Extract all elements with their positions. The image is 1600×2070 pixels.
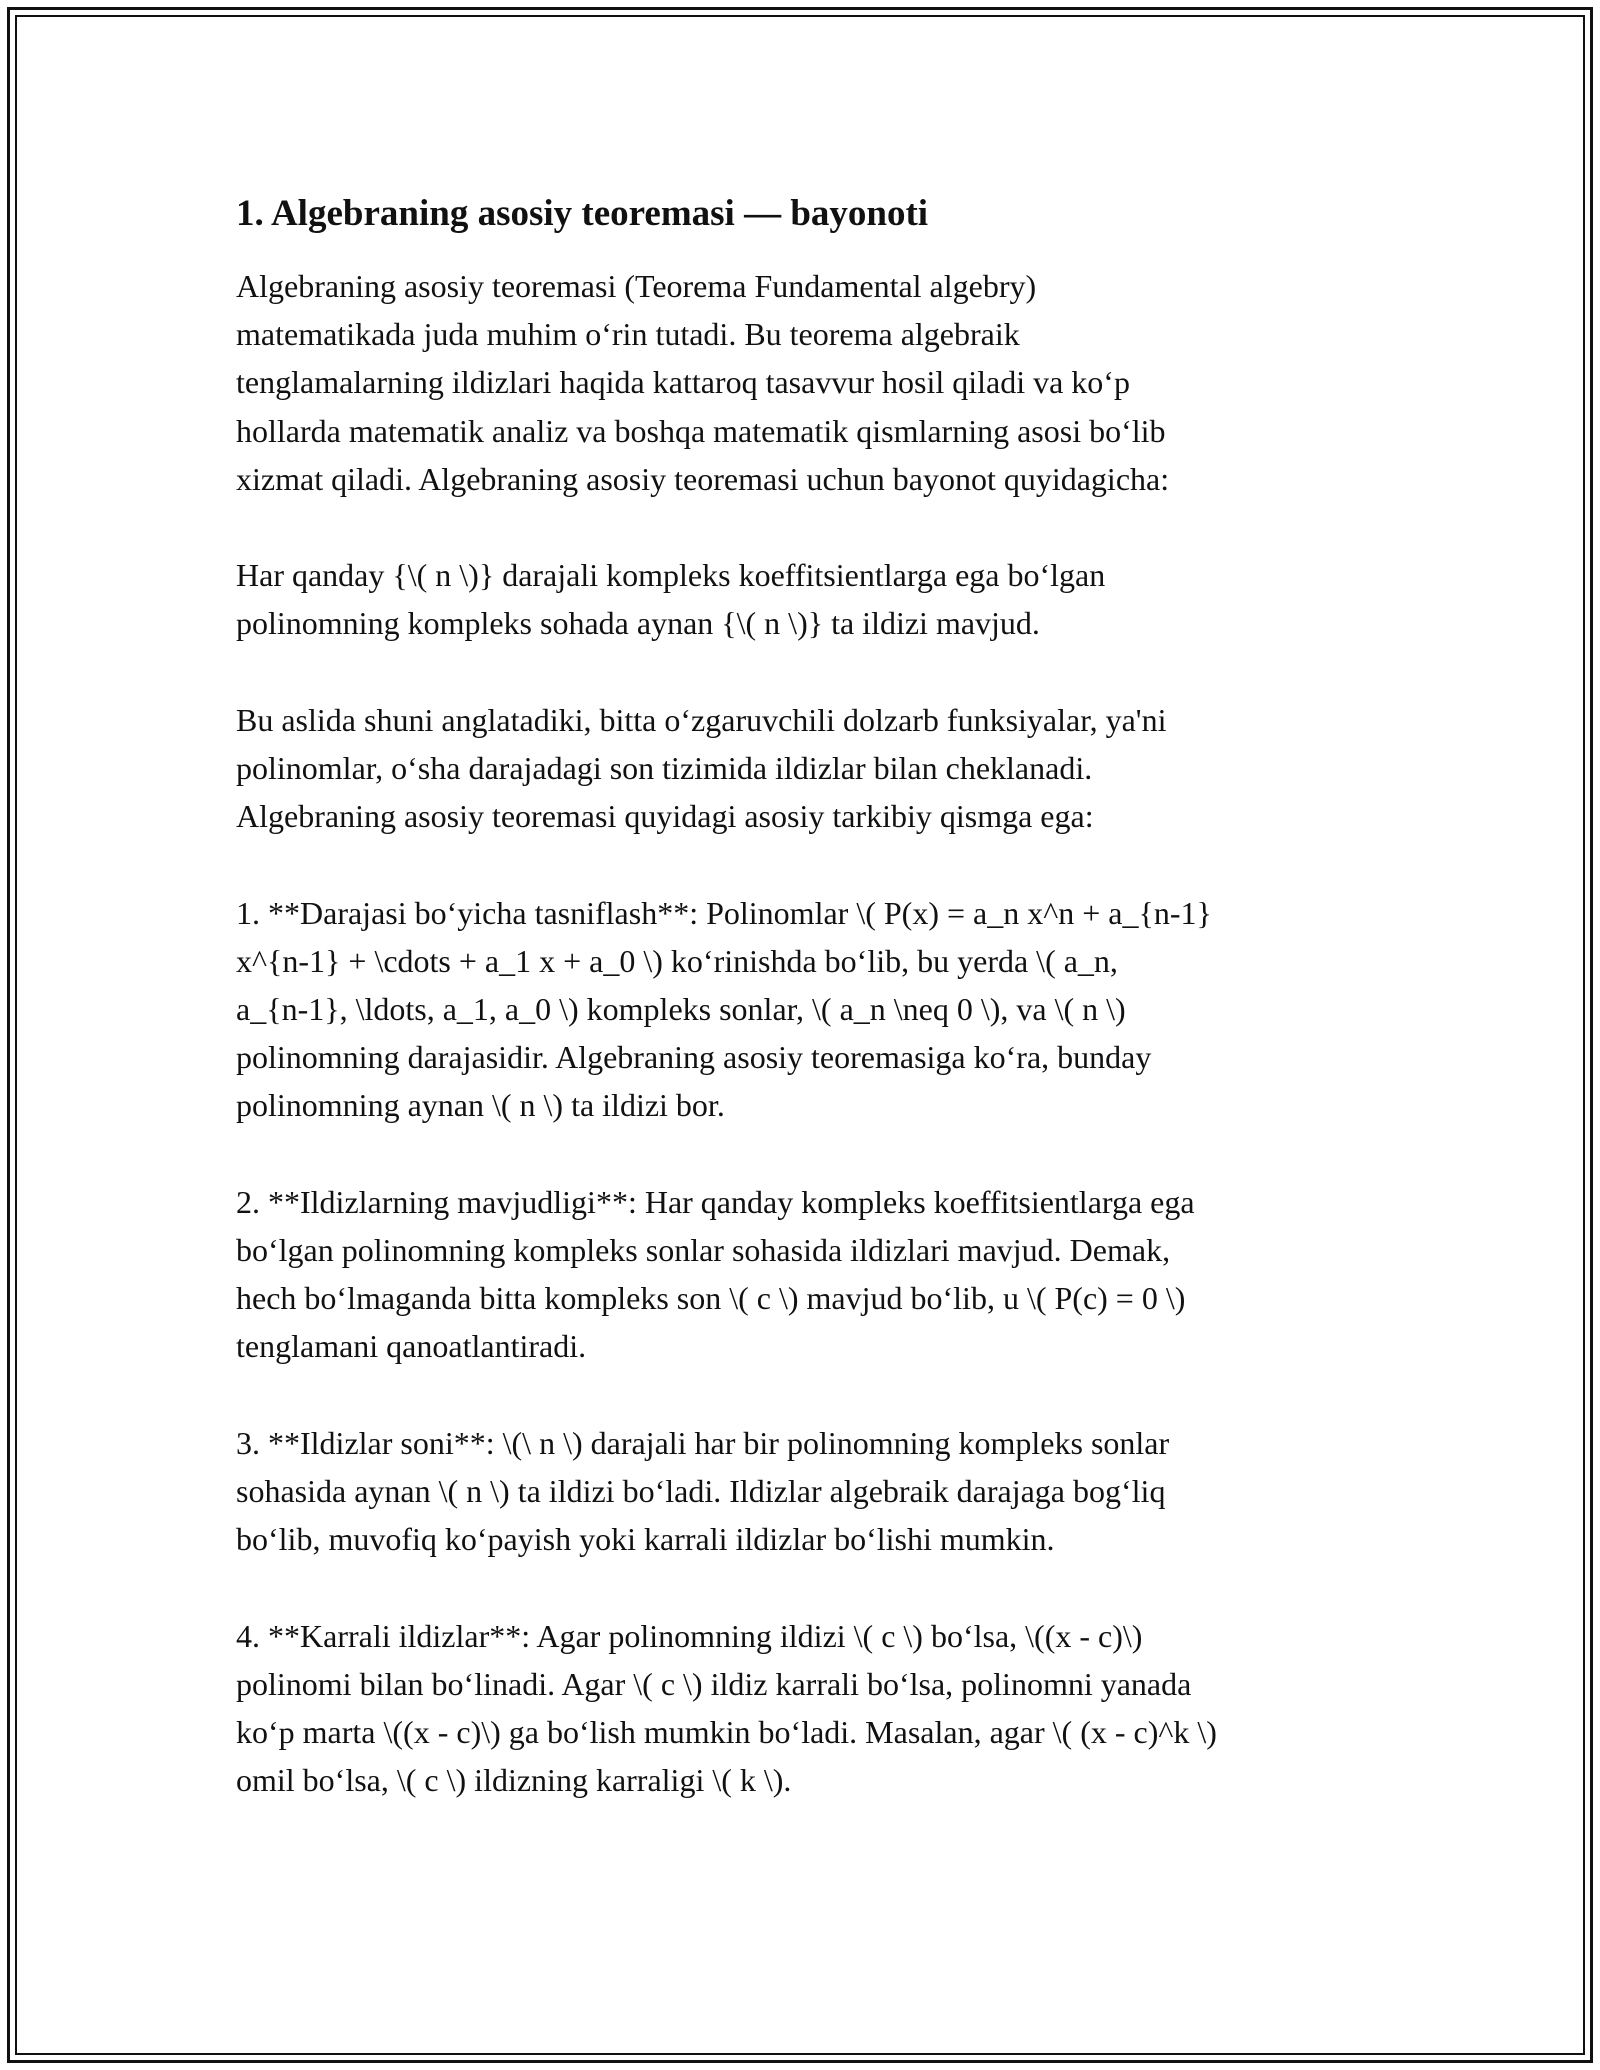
intro-paragraph: Algebraning asosiy teoremasi (Teorema Fundamental algebry) matematikada juda muhim oʻrin tutadi. Bu teorema algebraik tenglamalarning ildizlari haqida kattaroq tasavvur hosil qiladi va koʻp hollarda matematik analiz va boshqa matematik qismlarning asosi boʻlib xizmat qiladi. Algebraning asosiy teoremasi uchun bayonot quyidagicha: [236, 268, 1170, 497]
explanation-paragraph: Bu aslida shuni anglatadiki, bitta oʻzgaruvchili dolzarb funksiyalar, ya'ni polinomlar, oʻsha darajadagi son tizimida ildizlar bilan cheklanadi. Algebraning asosiy teoremasi quyidagi asosiy tarkibiy qismga ega: [236, 701, 1167, 835]
list-item-roots-count: 3. **Ildizlar soni**: \(\ n \) darajali har bir polinomning kompleks sonlar sohasida aynan \( n \) ta ildizi boʻladi. Ildizlar algebraik darajaga bogʻliq boʻlib, muvofiq koʻpayish yoki karrali ildizlar boʻlishi mumkin. [236, 1424, 1170, 1558]
list-item-degree-classification: 1. **Darajasi boʻyicha tasniflash**: Polinomlar \( P(x) = a_n x^n + a_{n-1} x^{n-1} + \cdots + a_1 x + a_0 \) koʻrinishda boʻlib, bu yerda \( a_n, a_{n-1}, \ldots, a_1, a_0 \) kompleks sonlar, \( a_n \neq 0 \), va \( n \) polinomning darajasidir. Algebraning asosiy teoremasiga koʻra, bunday polinomning aynan \( n \) ta ildizi bor. [236, 894, 1212, 1124]
list-item-multiple-roots: 4. **Karrali ildizlar**: Agar polinomning ildizi \( c \) boʻlsa, \((x - c)\) polinomi bilan boʻlinadi. Agar \( c \) ildiz karrali boʻlsa, polinomni yanada koʻp marta \((x - c)\) ga boʻlish mumkin boʻladi. Masalan, agar \( (x - c)^k \) omil boʻlsa, \( c \) ildizning karraligi \( k \). [236, 1617, 1217, 1799]
list-item-roots-existence: 2. **Ildizlarning mavjudligi**: Har qanday kompleks koeffitsientlarga ega boʻlgan polinomning kompleks sonlar sohasida ildizlari mavjud. Demak, hech boʻlmaganda bitta kompleks son \( c \) mavjud boʻlib, u \( P(c) = 0 \) tenglamani qanoatlantiradi. [236, 1183, 1195, 1365]
document-body [236, 186, 1376, 1853]
section-heading: 1. Algebraning asosiy teoremasi — bayonoti [236, 193, 929, 234]
theorem-statement-paragraph: Har qanday {\( n \)} darajali kompleks koeffitsientlarga ega boʻlgan polinomning kompleks sohada aynan {\( n \)} ta ildizi mavjud. [236, 557, 1106, 642]
